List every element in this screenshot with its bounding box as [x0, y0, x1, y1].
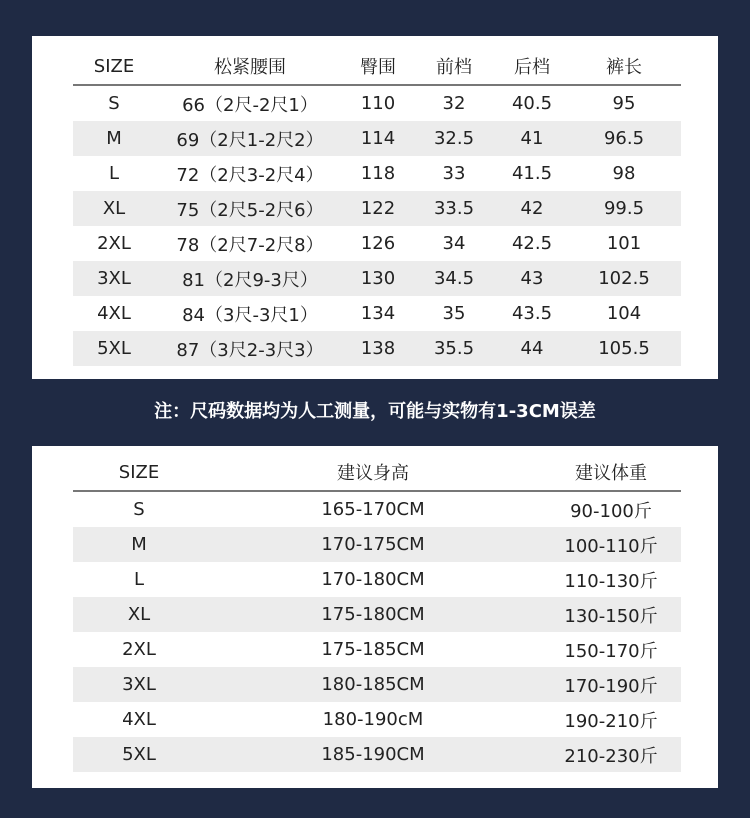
- table-row: [73, 702, 681, 737]
- table-cell: 41.5: [511, 163, 553, 184]
- column-header: 后档: [497, 48, 567, 85]
- table-cell: 110-130斤: [564, 570, 658, 592]
- table-cell: 100-110斤: [541, 527, 681, 562]
- table-cell: 150-170斤: [564, 640, 658, 662]
- table-cell: 43: [497, 261, 567, 296]
- table-cell: 105.5: [567, 331, 681, 366]
- table-cell: 180-190cM: [322, 709, 424, 730]
- table-cell: 32: [442, 93, 466, 114]
- table-cell: 170-190斤: [541, 667, 681, 702]
- table-cell: 134: [360, 303, 396, 324]
- table-cell: 170-180CM: [321, 569, 425, 590]
- table-cell: L: [133, 569, 145, 590]
- table-row: [73, 527, 681, 562]
- table-cell: 126: [360, 233, 396, 254]
- table-cell: 90-100斤: [570, 500, 652, 522]
- table-row: [73, 562, 681, 597]
- table-header-row: [73, 454, 681, 491]
- table-cell: 130-150斤: [541, 597, 681, 632]
- table-cell: S: [108, 93, 120, 114]
- measurement-note: 注：尺码数据均为人工测量，可能与实物有1-3CM误差: [154, 401, 596, 422]
- table-cell: 66（2尺-2尺1）: [182, 94, 318, 116]
- table-cell: 95: [612, 93, 636, 114]
- table-row: [73, 331, 681, 366]
- table-cell: 44: [497, 331, 567, 366]
- table-cell: 2XL: [97, 233, 131, 254]
- table-cell: 3XL: [73, 667, 205, 702]
- table-row: [73, 121, 681, 156]
- table-cell: 34.5: [411, 261, 497, 296]
- table-cell: M: [73, 121, 155, 156]
- table-cell: 75（2尺5-2尺6）: [155, 191, 345, 226]
- table-row: [73, 191, 681, 226]
- table-row: [73, 597, 681, 632]
- table-cell: 190-210斤: [564, 710, 658, 732]
- column-header: 前档: [411, 48, 497, 85]
- table-cell: S: [133, 499, 145, 520]
- table-row: [73, 226, 681, 261]
- table-cell: M: [73, 527, 205, 562]
- table-row: [73, 737, 681, 772]
- measurement-table: [73, 48, 681, 366]
- recommendation-table: [73, 454, 681, 772]
- table-row: [73, 491, 681, 527]
- table-row: [73, 85, 681, 121]
- table-cell: 122: [345, 191, 411, 226]
- table-cell: 114: [345, 121, 411, 156]
- table-cell: 78（2尺7-2尺8）: [176, 234, 324, 256]
- table-row: [73, 261, 681, 296]
- column-header: SIZE: [73, 454, 205, 491]
- table-cell: 35.5: [411, 331, 497, 366]
- table-cell: XL: [73, 191, 155, 226]
- column-header: 裤长: [567, 48, 681, 85]
- table-cell: 41: [497, 121, 567, 156]
- table-cell: 210-230斤: [541, 737, 681, 772]
- table-cell: 4XL: [122, 709, 156, 730]
- table-cell: 35: [442, 303, 466, 324]
- table-cell: 175-185CM: [321, 639, 425, 660]
- table-cell: 180-185CM: [205, 667, 541, 702]
- table-cell: 110: [360, 93, 396, 114]
- table-cell: 34: [442, 233, 466, 254]
- table-row: [73, 667, 681, 702]
- column-header: 臀围: [345, 48, 411, 85]
- table-cell: 43.5: [511, 303, 553, 324]
- table-cell: L: [108, 163, 120, 184]
- table-cell: 175-180CM: [205, 597, 541, 632]
- table-cell: 40.5: [511, 93, 553, 114]
- table-cell: 32.5: [411, 121, 497, 156]
- measurement-card: [32, 36, 718, 379]
- table-cell: 84（3尺-3尺1）: [182, 304, 318, 326]
- table-cell: 3XL: [73, 261, 155, 296]
- table-cell: 33.5: [411, 191, 497, 226]
- table-cell: 69（2尺1-2尺2）: [155, 121, 345, 156]
- column-header: SIZE: [73, 48, 155, 85]
- table-header-row: [73, 48, 681, 85]
- table-cell: 33: [442, 163, 466, 184]
- table-cell: 165-170CM: [321, 499, 425, 520]
- table-cell: 72（2尺3-2尺4）: [176, 164, 324, 186]
- table-row: [73, 296, 681, 331]
- recommendation-card: [32, 446, 718, 788]
- table-row: [73, 632, 681, 667]
- table-cell: 102.5: [567, 261, 681, 296]
- column-header: 松紧腰围: [155, 48, 345, 85]
- table-cell: 96.5: [567, 121, 681, 156]
- column-header: 建议身高: [205, 454, 541, 491]
- table-row: [73, 156, 681, 191]
- table-cell: XL: [73, 597, 205, 632]
- table-cell: 42: [497, 191, 567, 226]
- table-cell: 5XL: [73, 331, 155, 366]
- table-cell: 98: [612, 163, 636, 184]
- table-cell: 42.5: [511, 233, 553, 254]
- table-cell: 118: [360, 163, 396, 184]
- table-cell: 185-190CM: [205, 737, 541, 772]
- column-header: 建议体重: [541, 454, 681, 491]
- table-cell: 87（3尺2-3尺3）: [155, 331, 345, 366]
- table-cell: 101: [606, 233, 642, 254]
- table-cell: 2XL: [122, 639, 156, 660]
- table-cell: 130: [345, 261, 411, 296]
- table-cell: 170-175CM: [205, 527, 541, 562]
- table-cell: 4XL: [97, 303, 131, 324]
- table-cell: 104: [606, 303, 642, 324]
- table-cell: 138: [345, 331, 411, 366]
- table-cell: 81（2尺9-3尺）: [155, 261, 345, 296]
- table-cell: 99.5: [567, 191, 681, 226]
- table-cell: 5XL: [73, 737, 205, 772]
